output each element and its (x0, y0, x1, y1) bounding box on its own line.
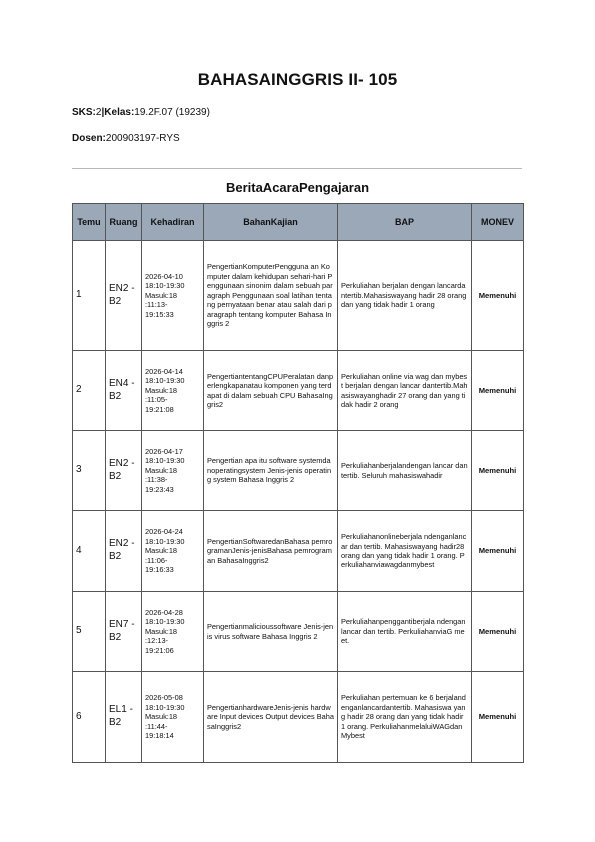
cell-bahan-kajian: PengertiantentangCPUPeralatan danperlengkapanatau komponen yang terdapat di dalam sebuah CPU BahasaInggris2 (204, 351, 338, 431)
kehadiran-line: 19:21:08 (145, 404, 174, 414)
table-header-row (73, 204, 524, 241)
cell-ruang: EN4 -B2 (106, 351, 142, 431)
section-title: BeritaAcaraPengajaran (225, 180, 370, 195)
kehadiran-line: :11:44- (145, 721, 168, 731)
cell-monev: Memenuhi (472, 592, 524, 672)
cell-bap: Perkuliahanberjalandengan lancar dan tertib. Seluruh mahasiswahadir (338, 431, 472, 511)
cell-bap: Perkuliahan pertemuan ke 6 berjalandenganlancardantertib. Mahasiswa yang hadir 28 orang dan yang tidak hadir 1 orang. PerkuliahanmelaluiWAGdan Mybest (338, 672, 472, 763)
kehadiran-line: 19:18:14 (145, 731, 174, 741)
meta-separator: | (101, 107, 105, 118)
cell-bap: Perkuliahan berjalan dengan lancardantertib.Mahasiswayang hadir 28 orang dan yang tidak hadir 1 orang (338, 241, 472, 351)
col-header-temu: Temu (73, 204, 106, 241)
sks-label: SKS: (72, 107, 96, 118)
course-meta (72, 107, 210, 118)
kehadiran-line: 19:15:33 (145, 309, 174, 319)
lecturer-line (72, 133, 180, 144)
kehadiran-line: 18:10-19:30 (145, 376, 185, 386)
cell-kehadiran (142, 592, 204, 672)
kehadiran-line: 2026-04-14 (145, 366, 183, 376)
cell-ruang: EL1 -B2 (106, 672, 142, 763)
kehadiran-line: :11:05- (145, 395, 168, 405)
table-row (73, 511, 524, 592)
cell-bahan-kajian: Pengertian apa itu software systemdanoperatingsystem Jenis-jenis operating system Bahasa Inggris 2 (204, 431, 338, 511)
sks-value: 2 (95, 107, 102, 118)
cell-bap: Perkuliahan online via wag dan mybest berjalan dengan lancar dantertib.Mahasiswayanghadir 27 orang dan yang tidak hadir 2 orang (338, 351, 472, 431)
cell-kehadiran (142, 241, 204, 351)
kehadiran-line: 19:21:06 (145, 645, 174, 655)
kehadiran-line: Masuk:18 (145, 465, 178, 475)
cell-monev: Memenuhi (472, 511, 524, 592)
col-header-monev: MONEV (472, 204, 524, 241)
kehadiran-line: 2026-04-28 (145, 607, 183, 617)
kehadiran-line: 2026-04-17 (145, 446, 183, 456)
kelas-value: 19.2F.07 (19239) (134, 107, 210, 118)
kehadiran-line: :11:06- (145, 555, 168, 565)
kehadiran-line: 2026-04-10 (145, 271, 183, 281)
kehadiran-line: 18:10-19:30 (145, 617, 185, 627)
cell-monev: Memenuhi (472, 351, 524, 431)
cell-temu: 4 (73, 511, 106, 592)
cell-bahan-kajian: PengertianhardwareJenis-jenis hardware Input devices Output devices BahasaInggris2 (204, 672, 338, 763)
kehadiran-line: Masuk:18 (145, 385, 178, 395)
kehadiran-line: :12:13- (145, 636, 169, 646)
table-row (73, 672, 524, 763)
table-row (73, 241, 524, 351)
cell-temu: 1 (73, 241, 106, 351)
cell-temu: 6 (73, 672, 106, 763)
cell-monev: Memenuhi (472, 672, 524, 763)
cell-ruang: EN7 -B2 (106, 592, 142, 672)
kehadiran-line: Masuk:18 (145, 626, 178, 636)
kehadiran-line: Masuk:18 (145, 546, 178, 556)
col-header-bahan: BahanKajian (204, 204, 338, 241)
kehadiran-line: :11:38- (145, 475, 168, 485)
cell-kehadiran (142, 431, 204, 511)
dosen-label: Dosen: (72, 133, 106, 144)
cell-temu: 5 (73, 592, 106, 672)
cell-ruang: EN2 -B2 (106, 511, 142, 592)
col-header-ruang: Ruang (106, 204, 142, 241)
col-header-kehadiran: Kehadiran (142, 204, 204, 241)
cell-kehadiran (142, 511, 204, 592)
kehadiran-line: Masuk:18 (145, 712, 178, 722)
cell-temu: 3 (73, 431, 106, 511)
kehadiran-line: 19:16:33 (145, 565, 174, 575)
cell-ruang: EN2 -B2 (106, 431, 142, 511)
cell-bahan-kajian: Pengertianmalicioussoftware Jenis-jenis virus software Bahasa Inggris 2 (204, 592, 338, 672)
cell-bahan-kajian: PengertianSoftwaredanBahasa pemrogramanJenis-jenisBahasa pemrograman BahasaInggris2 (204, 511, 338, 592)
kehadiran-line: 18:10-19:30 (145, 281, 185, 291)
kehadiran-line: 19:23:43 (145, 484, 174, 494)
kehadiran-line: :11:13- (145, 300, 168, 310)
table-row (73, 431, 524, 511)
kehadiran-line: 18:10-19:30 (145, 702, 185, 712)
divider (72, 168, 522, 169)
cell-kehadiran (142, 672, 204, 763)
cell-ruang: EN2 -B2 (106, 241, 142, 351)
cell-monev: Memenuhi (472, 431, 524, 511)
dosen-value: 200903197-RYS (105, 133, 180, 144)
kelas-label: Kelas: (104, 107, 135, 118)
cell-monev: Memenuhi (472, 241, 524, 351)
cell-bahan-kajian: PengertianKomputerPengguna an Komputer dalam kehidupan sehari-hari Penggunaan sinonim dalam sebuah paragraph Penggunaan soal latihan tentang pernyataan benar atau salah dari paragraph tentang komputer Bahasa Inggris 2 (204, 241, 338, 351)
kehadiran-line: 18:10-19:30 (145, 456, 185, 466)
cell-bap: Perkuliahanpenggantiberjala ndengan lancar dan tertib. PerkuliahanviaG meet. (338, 592, 472, 672)
kehadiran-line: 2026-04-24 (145, 527, 183, 537)
cell-kehadiran (142, 351, 204, 431)
course-title: BAHASAINGGRIS II- 105 (197, 70, 398, 89)
teaching-record-table (72, 203, 524, 763)
col-header-bap: BAP (338, 204, 472, 241)
kehadiran-line: 18:10-19:30 (145, 536, 185, 546)
kehadiran-line: 2026-05-08 (145, 693, 183, 703)
table-row (73, 351, 524, 431)
table-row (73, 592, 524, 672)
kehadiran-line: Masuk:18 (145, 290, 178, 300)
cell-temu: 2 (73, 351, 106, 431)
cell-bap: Perkuliahanonlineberjala ndenganlancar dan tertib. Mahasiswayang hadir28orang dan yang tidak hadir 1 orang. Perkuliahanviawagdanmybest (338, 511, 472, 592)
